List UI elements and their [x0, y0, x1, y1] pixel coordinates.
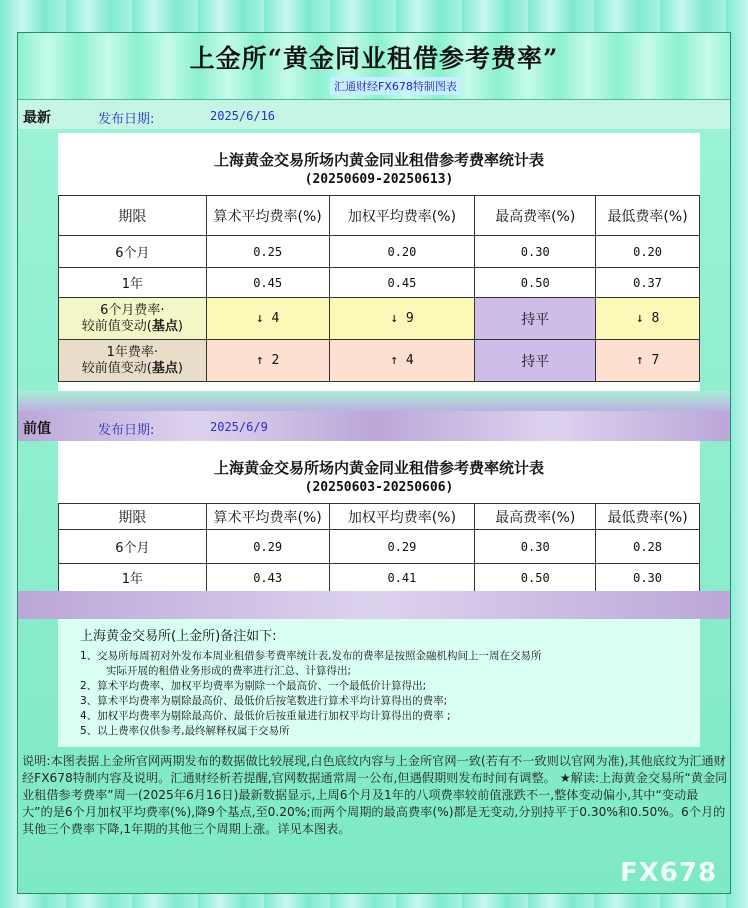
main-title: 上金所“黄金同业租借参考费率”	[189, 44, 559, 73]
latest-pub-label: 发布日期:	[98, 112, 155, 127]
value-cell: 0.20	[329, 236, 475, 268]
previous-pub-date: 2025/6/9	[210, 420, 268, 434]
change-label-text: 较前值变动(	[81, 360, 152, 376]
latest-section-bar	[18, 99, 730, 129]
term-cell: 1年	[59, 268, 207, 298]
note-item: 2、算术平均费率、加权平均费率为剔除一个最高价、一个最低价计算得出;	[80, 680, 427, 692]
header-cell: 最低费率(%)	[596, 196, 700, 236]
description-text: 说明:本图表据上金所官网两期发布的数据做比较展现,白色底纹内容与上金所官网一致(若有不一致则以官网为准),其他底纹为汇通财经FX678特制内容及说明。汇通财经析若提醒,官网数据通常周一公布,但遇假期则发布时间有调整。 ★解读:上海黄金交易所“黄金同业租借参考费率”周一(2025年6月16日)最新数据显示,上周6个月及1年的八项费率较前值涨跌不一,整体变动偏小,其中“变动最大”的是6个月加权平均费率(%),降9个基点,至0.20%;而两个周期的最高费率(%)都是无变动,分别持平于0.30%和0.50%。6个月的其他三个费率下降,1年期的其他三个周期上涨。详见本图表。	[22, 754, 728, 836]
previous-table-range: (20250603-20250606)	[304, 480, 454, 495]
divider-strip	[18, 391, 730, 411]
value-cell: 0.45	[206, 268, 329, 298]
change-label-bold: 基点	[151, 360, 178, 376]
term-cell: 6个月	[59, 530, 207, 564]
change-1y-row	[59, 340, 700, 382]
change-6m-row	[59, 298, 700, 340]
change-1y-label	[59, 340, 207, 382]
latest-table-range: (20250609-20250613)	[304, 172, 454, 187]
table-row	[59, 530, 700, 564]
header-cell: 最低费率(%)	[596, 504, 700, 530]
change-arith-1y: ↑ 2	[206, 340, 329, 382]
note-item: 5、以上费率仅供参考,最终解释权属于交易所	[80, 725, 290, 737]
value-cell: 0.28	[596, 530, 700, 564]
latest-table-title: 上海黄金交易所场内黄金同业租借参考费率统计表	[213, 151, 544, 169]
note-item: 实际开展的租借业务形成的费率进行汇总、计算得出;	[106, 665, 352, 677]
change-label-line1: 6个月费率·	[100, 302, 165, 318]
header-cell: 加权平均费率(%)	[329, 504, 475, 530]
previous-section-label: 前值	[23, 421, 51, 437]
value-cell: 0.41	[329, 564, 475, 592]
previous-header-row	[59, 504, 700, 530]
latest-section-label: 最新	[23, 110, 51, 126]
value-cell: 0.43	[206, 564, 329, 592]
header-cell: 期限	[59, 196, 207, 236]
notes-heading: 上海黄金交易所(上金所)备注如下:	[80, 629, 277, 644]
previous-section-bar	[18, 411, 730, 441]
change-weighted-6m: ↓ 9	[329, 298, 475, 340]
header-band	[18, 33, 730, 99]
latest-table-card	[58, 133, 700, 391]
change-label-line2	[59, 319, 206, 335]
value-cell: 0.50	[475, 564, 596, 592]
header-cell: 算术平均费率(%)	[206, 504, 329, 530]
header-cell: 最高费率(%)	[475, 196, 596, 236]
value-cell: 0.45	[329, 268, 475, 298]
value-cell: 0.30	[596, 564, 700, 592]
header-cell: 算术平均费率(%)	[206, 196, 329, 236]
previous-rates-table	[58, 503, 700, 592]
watermark-logo: FX678	[620, 858, 718, 888]
latest-rates-table	[58, 195, 700, 382]
change-weighted-1y: ↑ 4	[329, 340, 475, 382]
latest-pub-date: 2025/6/16	[210, 109, 276, 123]
change-6m-label	[59, 298, 207, 340]
value-cell: 0.30	[475, 530, 596, 564]
change-label-text: 较前值变动(	[81, 318, 152, 334]
change-label-line1: 1年费率·	[106, 344, 159, 360]
value-cell: 0.29	[206, 530, 329, 564]
change-max-6m: 持平	[475, 298, 596, 340]
change-max-1y: 持平	[475, 340, 596, 382]
lower-band	[18, 591, 730, 619]
value-cell: 0.37	[596, 268, 700, 298]
value-cell: 0.30	[475, 236, 596, 268]
change-label-line2	[59, 361, 206, 377]
change-label-bold: 基点	[151, 318, 178, 334]
term-cell: 6个月	[59, 236, 207, 268]
previous-table-title: 上海黄金交易所场内黄金同业租借参考费率统计表	[213, 459, 544, 477]
chart-frame	[17, 32, 731, 894]
change-min-1y: ↑ 7	[596, 340, 700, 382]
latest-header-row	[59, 196, 700, 236]
header-cell: 期限	[59, 504, 207, 530]
value-cell: 0.29	[329, 530, 475, 564]
table-row	[59, 236, 700, 268]
notes-panel	[58, 619, 700, 747]
table-row	[59, 268, 700, 298]
notes-list	[80, 649, 542, 739]
value-cell: 0.25	[206, 236, 329, 268]
value-cell: 0.20	[596, 236, 700, 268]
header-cell: 加权平均费率(%)	[329, 196, 475, 236]
note-item: 4、加权平均费率为剔除最高价、最低价后按重量进行加权平均计算得出的费率 ;	[80, 710, 451, 722]
term-cell: 1年	[59, 564, 207, 592]
note-item: 3、算术平均费率为剔除最高价、最低价后按笔数进行算术平均计算得出的费率;	[80, 695, 448, 707]
table-row	[59, 564, 700, 592]
credit-label: 汇通财经FX678特制图表	[330, 77, 461, 95]
value-cell: 0.50	[475, 268, 596, 298]
previous-table-card	[58, 441, 700, 591]
note-item: 1、交易所每周初对外发布本周业租借参考费率统计表,发布的费率是按照金融机构间上一周在交易所	[80, 650, 542, 662]
change-label-close: )	[177, 318, 183, 334]
header-cell: 最高费率(%)	[475, 504, 596, 530]
change-min-6m: ↓ 8	[596, 298, 700, 340]
change-label-close: )	[177, 360, 183, 376]
previous-pub-label: 发布日期:	[98, 423, 155, 438]
change-arith-6m: ↓ 4	[206, 298, 329, 340]
